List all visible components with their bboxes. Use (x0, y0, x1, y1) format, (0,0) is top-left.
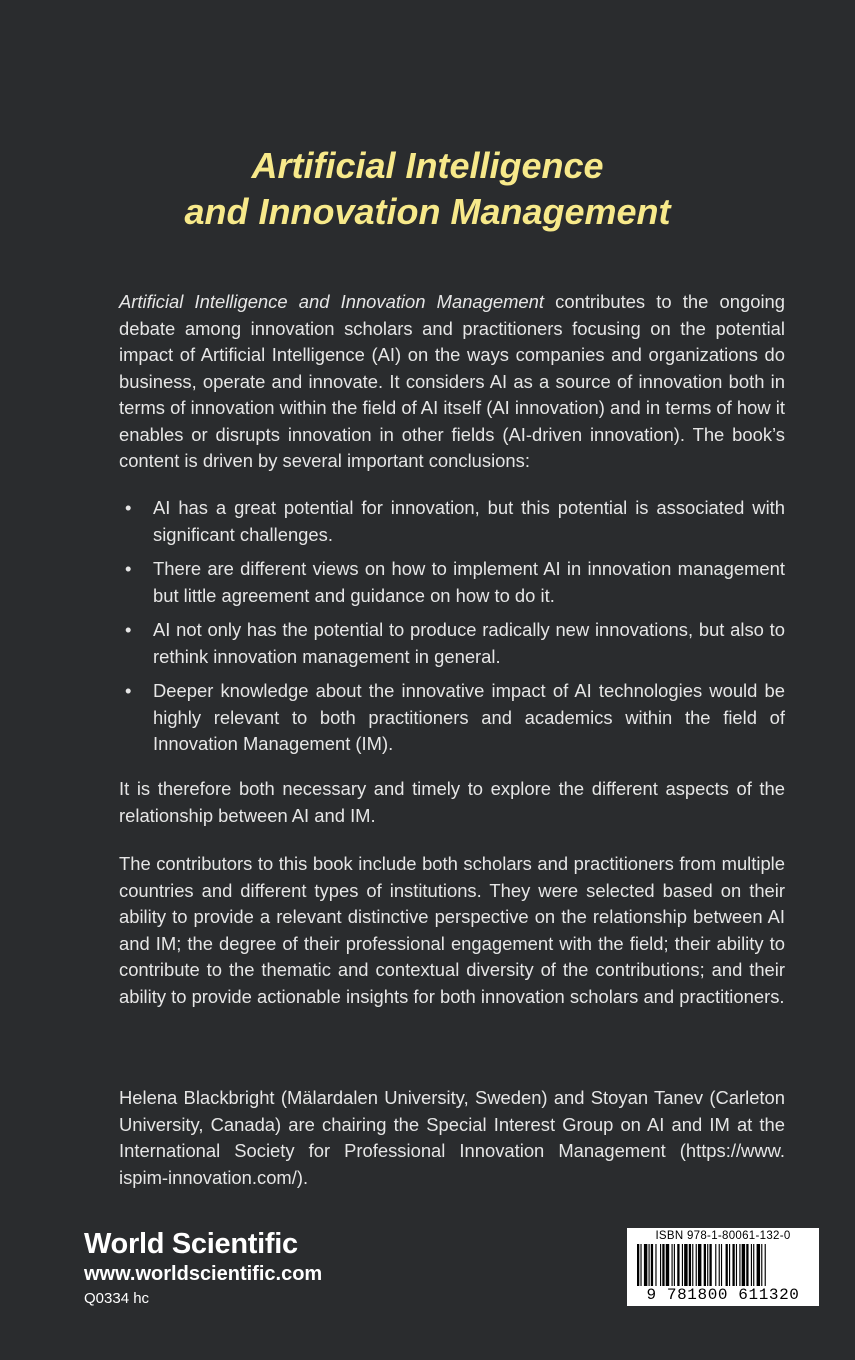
list-item: • Deeper knowledge about the innovative impact of AI technologies would be highly relevant to both practitioners and academics within the field of Innovation Management (IM). (125, 680, 785, 754)
isbn-barcode (627, 1228, 819, 1306)
list-item: • There are different views on how to implement AI in innovation management but little agreement and guidance on how to do it. (125, 558, 785, 606)
publisher-name: World Scientific (84, 1228, 298, 1260)
barcode-bar (751, 1244, 752, 1286)
barcode-bar (726, 1244, 728, 1286)
publisher-block (84, 1227, 322, 1311)
barcode-bar (684, 1244, 687, 1286)
barcode-bar (666, 1244, 669, 1286)
barcode-bar (753, 1244, 754, 1286)
barcode-bar (689, 1244, 691, 1286)
barcode-bar (742, 1244, 745, 1286)
barcode-bar (719, 1244, 720, 1286)
barcode-bar (721, 1244, 722, 1286)
barcode-bar (692, 1244, 693, 1286)
isbn-label: ISBN 978-1-80061-132-0 (655, 1230, 791, 1242)
barcode-bar (709, 1244, 711, 1286)
book-title (0, 143, 855, 235)
barcode-bar (739, 1244, 740, 1286)
publisher-url: www.worldscientific.com (84, 1263, 323, 1285)
bullet-icon: • (125, 619, 132, 640)
barcode-bar (736, 1244, 737, 1286)
intro-paragraph (119, 289, 785, 475)
barcode-bar (696, 1244, 697, 1286)
barcode-bar (732, 1244, 734, 1286)
barcode-bar (640, 1244, 641, 1286)
barcode-bar (704, 1244, 706, 1286)
barcode-bar (672, 1244, 673, 1286)
barcode-bar (660, 1244, 661, 1286)
paragraph-3: The contributors to this book include both scholars and practitioners from multiple countries and different types of institutions. They were selected based on their ability to provide a relevant distinctive perspective on the relationship between AI and IM; the degree of their professional engagement with the field; their ability to contribute to the thematic and contextual diversity of the contributions; and their ability to provide actionable insights for both innovation scholars and practitioners. (119, 853, 785, 1007)
barcode-bars-icon (637, 1244, 809, 1286)
barcode-bar (674, 1244, 675, 1286)
barcode-bar (644, 1244, 647, 1286)
list-item: • AI has a great potential for innovation, but this potential is associated with significant challenges. (125, 497, 785, 545)
barcode-bar (698, 1244, 701, 1286)
list-item: • AI not only has the potential to produce radically new innovations, but also to rethink innovation management in general. (125, 619, 785, 667)
barcode-bar (649, 1244, 650, 1286)
bullet-icon: • (125, 680, 132, 701)
title-line-1: Artificial Intelligence (251, 145, 604, 186)
barcode-bar (757, 1244, 760, 1286)
barcode-bar (677, 1244, 679, 1286)
barcode-bar (637, 1244, 639, 1286)
paragraph-2: It is therefore both necessary and timely to explore the different aspects of the relationship between AI and IM. (119, 778, 785, 826)
barcode-bar (729, 1244, 730, 1286)
barcode-digits: 9 781800 611320 (646, 1286, 800, 1304)
intro-italic-title: Artificial Intelligence and Innovation Management (119, 291, 544, 312)
barcode-bar (655, 1244, 656, 1286)
barcode-bar (707, 1244, 708, 1286)
barcode-bar (746, 1244, 748, 1286)
title-line-2: and Innovation Management (184, 191, 671, 232)
product-code: Q0334 hc (84, 1290, 150, 1307)
barcode-bar (765, 1244, 766, 1286)
barcode-bar (682, 1244, 683, 1286)
bullet-icon: • (125, 497, 132, 518)
barcode-bar (662, 1244, 664, 1286)
barcode-bar (715, 1244, 716, 1286)
barcode-bar (761, 1244, 762, 1286)
bullet-icon: • (125, 558, 132, 579)
conclusions-list (119, 495, 785, 766)
intro-text: contributes to the ongoing debate among innovation scholars and practitioners focusing on the potential impact of Artificial Intelligence (AI) on the ways companies and organizations do business, operate and innovate. It considers AI as a source of innovation both in terms of innovation within the field of AI itself (AI innovation) and in terms of how it enables or disrupts innovation in other fields (AI-driven innovation). The book’s content is driven by several important conclusions: (119, 291, 785, 471)
paragraph-4: Helena Blackbright (Mälardalen University, Sweden) and Stoyan Tanev (Carleton University, Canada) are chairing the Special Interest Group on AI and IM at the International Society for Professional Innovation Management (https://www. ispim-innovation.com/). (119, 1087, 785, 1188)
barcode-bar (651, 1244, 653, 1286)
